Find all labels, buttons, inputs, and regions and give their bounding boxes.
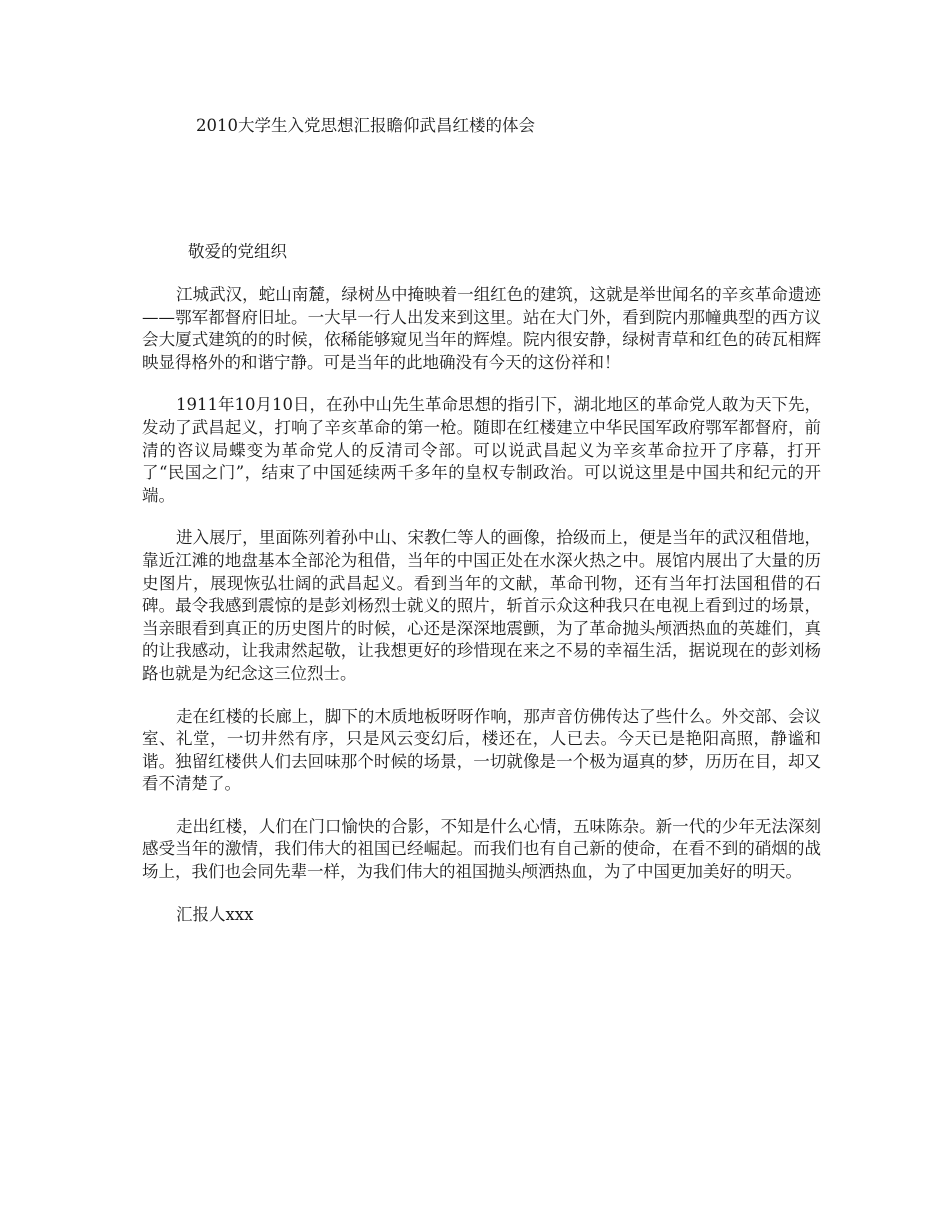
paragraph-wuhan-intro: 江城武汉，蛇山南麓，绿树丛中掩映着一组红色的建筑，这就是举世闻名的辛亥革命遗迹——鄂军都督府旧址。一大早一行人出发来到这里。站在大门外，看到院内那幢典型的西方议会大厦式建筑的的时候，依稀能够窥见当年的辉煌。院内很安静，绿树青草和红色的砖瓦相辉映显得格外的和谐宁静。可是当年的此地确没有今天的这份祥和！: [142, 285, 821, 372]
paragraph-leaving-red-building: 走出红楼，人们在门口愉快的合影，不知是什么心情，五味陈杂。新一代的少年无法深刻感受当年的激情，我们伟大的祖国已经崛起。而我们也有自己新的使命，在看不到的硝烟的战场上，我们也会同先辈一样，为我们伟大的祖国抛头颅洒热血，为了中国更加美好的明天。: [142, 816, 821, 882]
paragraph-exhibition-hall: 进入展厅，里面陈列着孙中山、宋教仁等人的画像，拾级而上，便是当年的武汉租借地，靠近江滩的地盘基本全部沦为租借，当年的中国正处在水深火热之中。展馆内展出了大量的历史图片，展现恢弘壮阔的武昌起义。看到当年的文献，革命刊物，还有当年打法国租借的石碑。最令我感到震惊的是彭刘杨烈士就义的照片，斩首示众这种我只在电视上看到过的场景，当亲眼看到真正的历史图片的时候，心还是深深地震颤，为了革命抛头颅洒热血的英雄们，真的让我感动，让我肃然起敬，让我想更好的珍惜现在来之不易的幸福生活，据说现在的彭刘杨路也就是为纪念这三位烈士。: [142, 528, 821, 683]
salutation: 敬爱的党组织: [188, 242, 287, 261]
document-title: 2010大学生入党思想汇报瞻仰武昌红楼的体会: [196, 116, 535, 135]
paragraph-red-building-corridor: 走在红楼的长廊上，脚下的木质地板呀呀作响，那声音仿佛传达了些什么。外交部、会议室、礼堂，一切井然有序，只是风云变幻后，楼还在，人已去。今天已是艳阳高照，静谧和谐。独留红楼供人们去回味那个时候的场景，一切就像是一个极为逼真的梦，历历在目，却又看不清楚了。: [142, 706, 821, 794]
document-body: [142, 284, 821, 926]
signature: 汇报人xxx: [176, 904, 254, 924]
paragraph-wuchang-uprising: 1911年10月10日，在孙中山先生革命思想的指引下，湖北地区的革命党人敢为天下先，发动了武昌起义，打响了辛亥革命的第一枪。随即在红楼建立中华民国军政府鄂军都督府，前清的咨议局蝶变为革命党人的反清司令部。可以说武昌起义为辛亥革命拉开了序幕，打开了“民国之门”，结束了中国延续两千多年的皇权专制政治。可以说这里是中国共和纪元的开端。: [142, 395, 821, 505]
